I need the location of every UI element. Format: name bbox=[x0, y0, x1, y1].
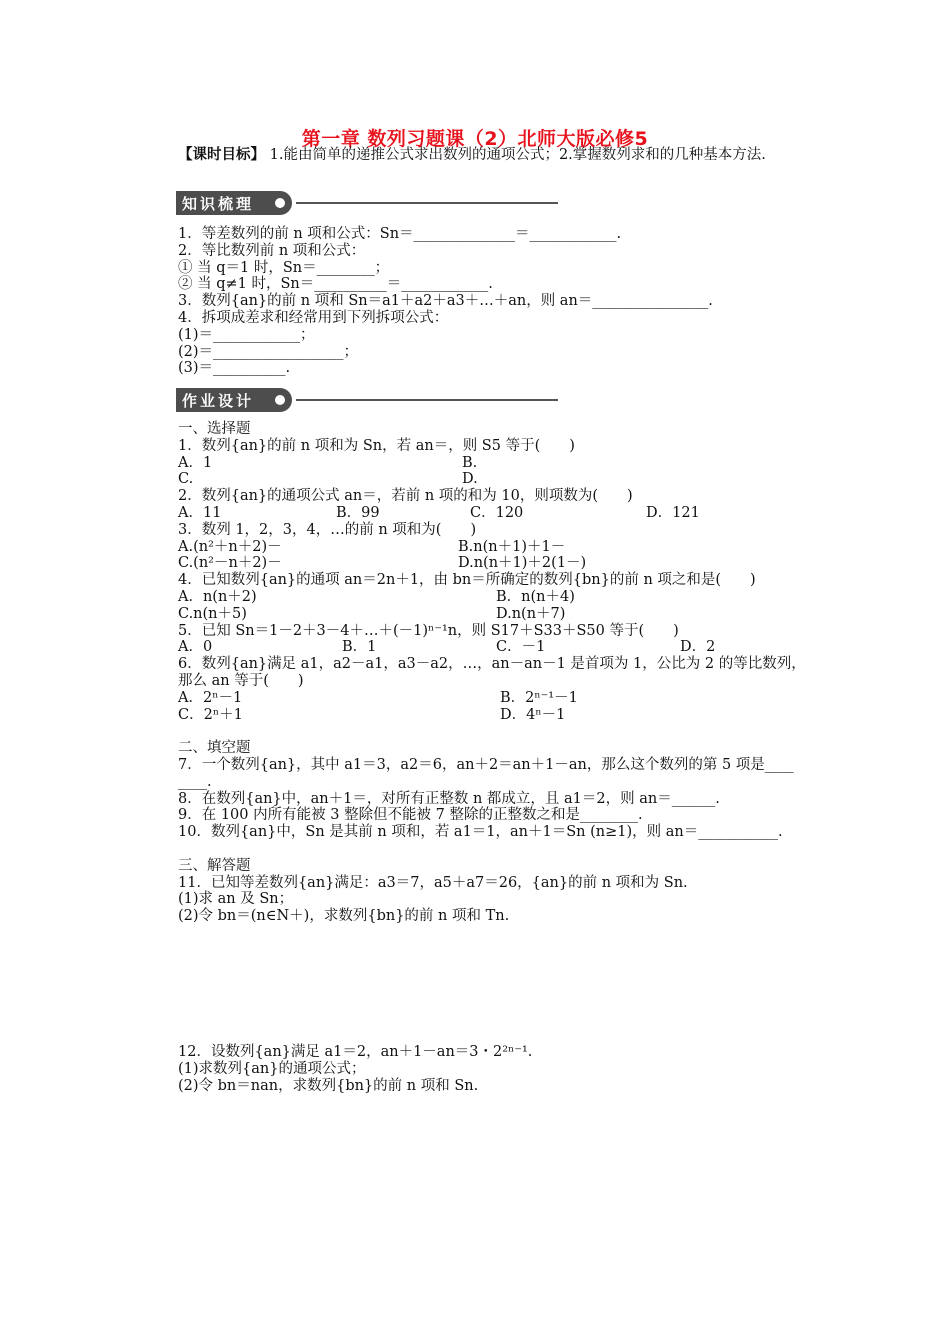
question-12-block bbox=[178, 1044, 838, 1094]
option-c: C.n(n＋5) bbox=[178, 605, 247, 622]
list-item: ② 当 q≠1 时，Sn＝__________＝____________. bbox=[178, 276, 493, 293]
list-item: 1．等差数列的前 n 项和公式：Sn＝______________＝____________. bbox=[178, 226, 622, 242]
part-heading: 三、解答题 bbox=[178, 857, 251, 874]
list-item: (3)＝__________. bbox=[178, 360, 291, 377]
options-row bbox=[178, 639, 838, 656]
option-c: C．2ⁿ＋1 bbox=[178, 706, 243, 723]
section-header-review bbox=[176, 191, 558, 215]
options-row bbox=[178, 505, 838, 522]
question-11-part1: (1)求 an 及 Sn； bbox=[178, 891, 294, 908]
option-d: D．2 bbox=[680, 639, 716, 656]
question-11: 11．已知等差数列{an}满足：a3＝7，a5＋a7＝26，{an}的前 n 项和为 Sn. bbox=[178, 874, 688, 891]
section-header-homework bbox=[176, 388, 558, 412]
option-b: B．1 bbox=[342, 639, 377, 656]
list-item: ① 当 q＝1 时，Sn＝________； bbox=[178, 259, 390, 276]
question-10: 10．数列{an}中，Sn 是其前 n 项和，若 a1＝1，an＋1＝Sn (n≥1)，则 an＝___________. bbox=[178, 824, 783, 841]
options-row bbox=[178, 555, 838, 572]
lesson-goal bbox=[178, 146, 818, 164]
homework-list bbox=[178, 421, 838, 925]
option-b: B．2ⁿ⁻¹－1 bbox=[500, 689, 578, 706]
question-9: 9．在 100 内所有能被 3 整除但不能被 7 整除的正整数之和是________. bbox=[178, 807, 643, 824]
option-a: A．2ⁿ－1 bbox=[178, 689, 243, 706]
option-a: A.(n²＋n＋2)－ bbox=[178, 538, 282, 555]
option-a: A．n(n＋2) bbox=[178, 588, 257, 605]
options-row bbox=[178, 690, 838, 707]
option-b: B. bbox=[462, 454, 478, 471]
question-6-cont: 那么 an 等于( ) bbox=[178, 672, 304, 689]
option-d: D．121 bbox=[646, 504, 700, 521]
list-item: 3．数列{an}的前 n 项和 Sn＝a1＋a2＋a3＋…＋an，则 an＝________________. bbox=[178, 293, 713, 310]
option-c: C. bbox=[178, 471, 194, 488]
options-row bbox=[178, 707, 838, 724]
question-11-part2: (2)令 bn＝(n∈N＋)，求数列{bn}的前 n 项和 Tn. bbox=[178, 908, 510, 925]
page-title: 第一章 数列习题课（2）北师大版必修5 bbox=[301, 128, 649, 150]
question-5: 5．已知 Sn＝1－2＋3－4＋…＋(－1)ⁿ⁻¹n，则 S17＋S33＋S50 等于( ) bbox=[178, 622, 679, 639]
section-label-homework: 作业设计 bbox=[182, 392, 255, 410]
option-a: A．0 bbox=[178, 639, 213, 656]
part-heading: 一、选择题 bbox=[178, 421, 251, 437]
bullet-icon bbox=[275, 198, 285, 208]
question-7-cont: ____. bbox=[178, 773, 212, 790]
options-row bbox=[178, 455, 838, 472]
options-row bbox=[178, 606, 838, 623]
question-2: 2．数列{an}的通项公式 an＝，若前 n 项的和为 10，则项数为( ) bbox=[178, 488, 633, 505]
part-heading: 二、填空题 bbox=[178, 740, 251, 757]
option-d: D. bbox=[462, 471, 478, 488]
question-12: 12．设数列{an}满足 a1＝2，an＋1－an＝3・2²ⁿ⁻¹. bbox=[178, 1044, 533, 1060]
option-b: B.n(n＋1)＋1－ bbox=[458, 538, 566, 555]
list-item: (2)＝__________________； bbox=[178, 343, 359, 360]
list-item: (1)＝____________； bbox=[178, 326, 315, 343]
bullet-icon bbox=[275, 395, 285, 405]
option-d: D.n(n＋7) bbox=[496, 605, 566, 622]
section-divider bbox=[296, 202, 558, 204]
review-list bbox=[178, 226, 838, 377]
options-row bbox=[178, 471, 838, 488]
question-8: 8．在数列{an}中，an＋1＝，对所有正整数 n 都成立，且 a1＝2，则 an＝______. bbox=[178, 790, 720, 807]
option-c: C．120 bbox=[470, 504, 524, 521]
options-row bbox=[178, 589, 838, 606]
section-divider bbox=[296, 399, 558, 401]
option-c: C．－1 bbox=[496, 639, 546, 656]
question-1: 1．数列{an}的前 n 项和为 Sn，若 an＝，则 S5 等于( ) bbox=[178, 437, 575, 454]
options-row bbox=[178, 539, 838, 556]
goal-tag: 【课时目标】 bbox=[178, 146, 265, 163]
option-b: B．99 bbox=[336, 504, 380, 521]
option-b: B．n(n＋4) bbox=[496, 588, 575, 605]
option-d: D．4ⁿ－1 bbox=[500, 706, 566, 723]
list-item: 4．拆项成差求和经常用到下列拆项公式： bbox=[178, 309, 449, 326]
question-12-part1: (1)求数列{an}的通项公式； bbox=[178, 1060, 366, 1077]
section-label-review: 知识梳理 bbox=[182, 195, 255, 213]
option-a: A．11 bbox=[178, 504, 222, 521]
question-6: 6．数列{an}满足 a1，a2－a1，a3－a2，…，an－an－1 是首项为 1，公比为 2 的等比数列， bbox=[178, 656, 806, 673]
question-12-part2: (2)令 bn＝nan，求数列{bn}的前 n 项和 Sn. bbox=[178, 1077, 479, 1094]
option-a: A．1 bbox=[178, 454, 213, 471]
option-c: C.(n²－n＋2)－ bbox=[178, 555, 282, 572]
goal-text: 1.能由简单的递推公式求出数列的通项公式；2.掌握数列求和的几种基本方法. bbox=[265, 147, 766, 163]
list-item: 2．等比数列前 n 项和公式： bbox=[178, 242, 366, 259]
question-7: 7．一个数列{an}，其中 a1＝3，a2＝6，an＋2＝an＋1－an，那么这个数列的第 5 项是____ bbox=[178, 756, 794, 773]
question-3: 3．数列 1，2，3，4，…的前 n 项和为( ) bbox=[178, 521, 477, 538]
question-4: 4．已知数列{an}的通项 an＝2n＋1，由 bn＝所确定的数列{bn}的前 n 项之和是( ) bbox=[178, 572, 756, 589]
option-d: D.n(n＋1)＋2(1－) bbox=[458, 555, 587, 572]
